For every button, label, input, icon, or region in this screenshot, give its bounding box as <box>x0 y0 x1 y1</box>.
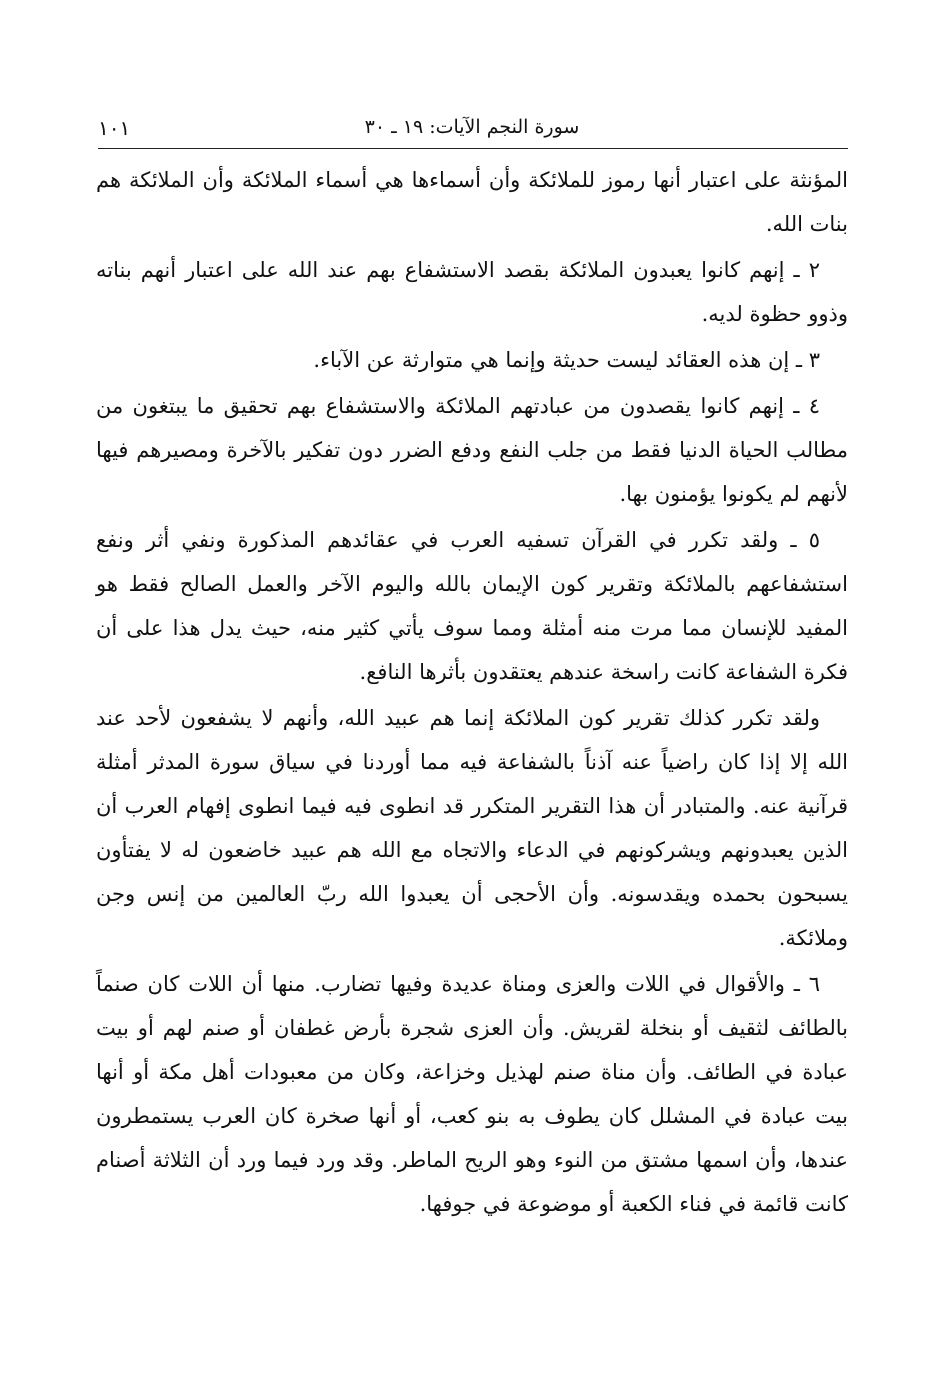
running-header <box>96 112 848 148</box>
book-page <box>96 112 848 1228</box>
header-title: سورة النجم الآيات: ١٩ ـ ٣٠ <box>364 116 580 138</box>
paragraph: ٢ ـ إنهم كانوا يعبدون الملائكة بقصد الاستشفاع بهم عند الله على اعتبار أنهم بناته وذوو حظوة لديه. <box>96 258 848 326</box>
paragraph: ٣ ـ إن هذه العقائد ليست حديثة وإنما هي متوارثة عن الآباء. <box>313 348 820 372</box>
header-rule <box>98 148 848 149</box>
paragraph: ٦ ـ والأقوال في اللات والعزى ومناة عديدة وفيها تضارب. منها أن اللات كان صنماً بالطائف لثقيف أو بنخلة لقريش. وأن العزى شجرة بأرض غطفان أو صنم لهم أو بيت عبادة في الطائف. وأن مناة صنم لهذيل وخزاعة، وكان من معبودات أهل مكة أو أنها بيت عبادة في المشلل كان يطوف به بنو كعب، أو أنها صخرة كان العرب يستمطرون عندها، وأن اسمها مشتق من النوء وهو الريح الماطر. وقد ورد فيما ورد أن الثلاثة أصنام كانت قائمة في فناء الكعبة أو موضوعة في جوفها. <box>96 972 848 1216</box>
paragraph: ٥ ـ ولقد تكرر في القرآن تسفيه العرب في عقائدهم المذكورة ونفي أثر ونفع استشفاعهم بالملائكة وتقرير كون الإيمان بالله واليوم الآخر والعمل الصالح فقط هو المفيد للإنسان مما مرت منه أمثلة ومما سوف يأتي كثير منه، حيث يدل هذا على أن فكرة الشفاعة كانت راسخة عندهم يعتقدون بأثرها النافع. <box>96 528 848 684</box>
paragraph: ٤ ـ إنهم كانوا يقصدون من عبادتهم الملائكة والاستشفاع بهم تحقيق ما يبتغون من مطالب الحياة الدنيا فقط من جلب النفع ودفع الضرر دون تفكير بالآخرة ومصيرهم فيها لأنهم لم يكونوا يؤمنون بها. <box>96 394 848 506</box>
page-body <box>96 158 848 1226</box>
paragraph: ولقد تكرر كذلك تقرير كون الملائكة إنما هم عبيد الله، وأنهم لا يشفعون لأحد عند الله إلا إذا كان راضياً عنه آذناً بالشفاعة فيه مما أوردنا في سياق سورة المدثر أمثلة قرآنية عنه. والمتبادر أن هذا التقرير المتكرر قد انطوى فيه فيما انطوى إفهام العرب أن الذين يعبدونهم ويشركونهم في الدعاء والاتجاه مع الله هم عبيد خاضعون له لا يفتأون يسبحون بحمده ويقدسونه. وأن الأحجى أن يعبدوا الله ربّ العالمين من إنس وجن وملائكة. <box>96 706 848 950</box>
paragraph: المؤنثة على اعتبار أنها رموز للملائكة وأن أسماءها هي أسماء الملائكة وأن الملائكة هم بنات الله. <box>96 168 848 236</box>
page-number: ١٠١ <box>98 116 131 140</box>
